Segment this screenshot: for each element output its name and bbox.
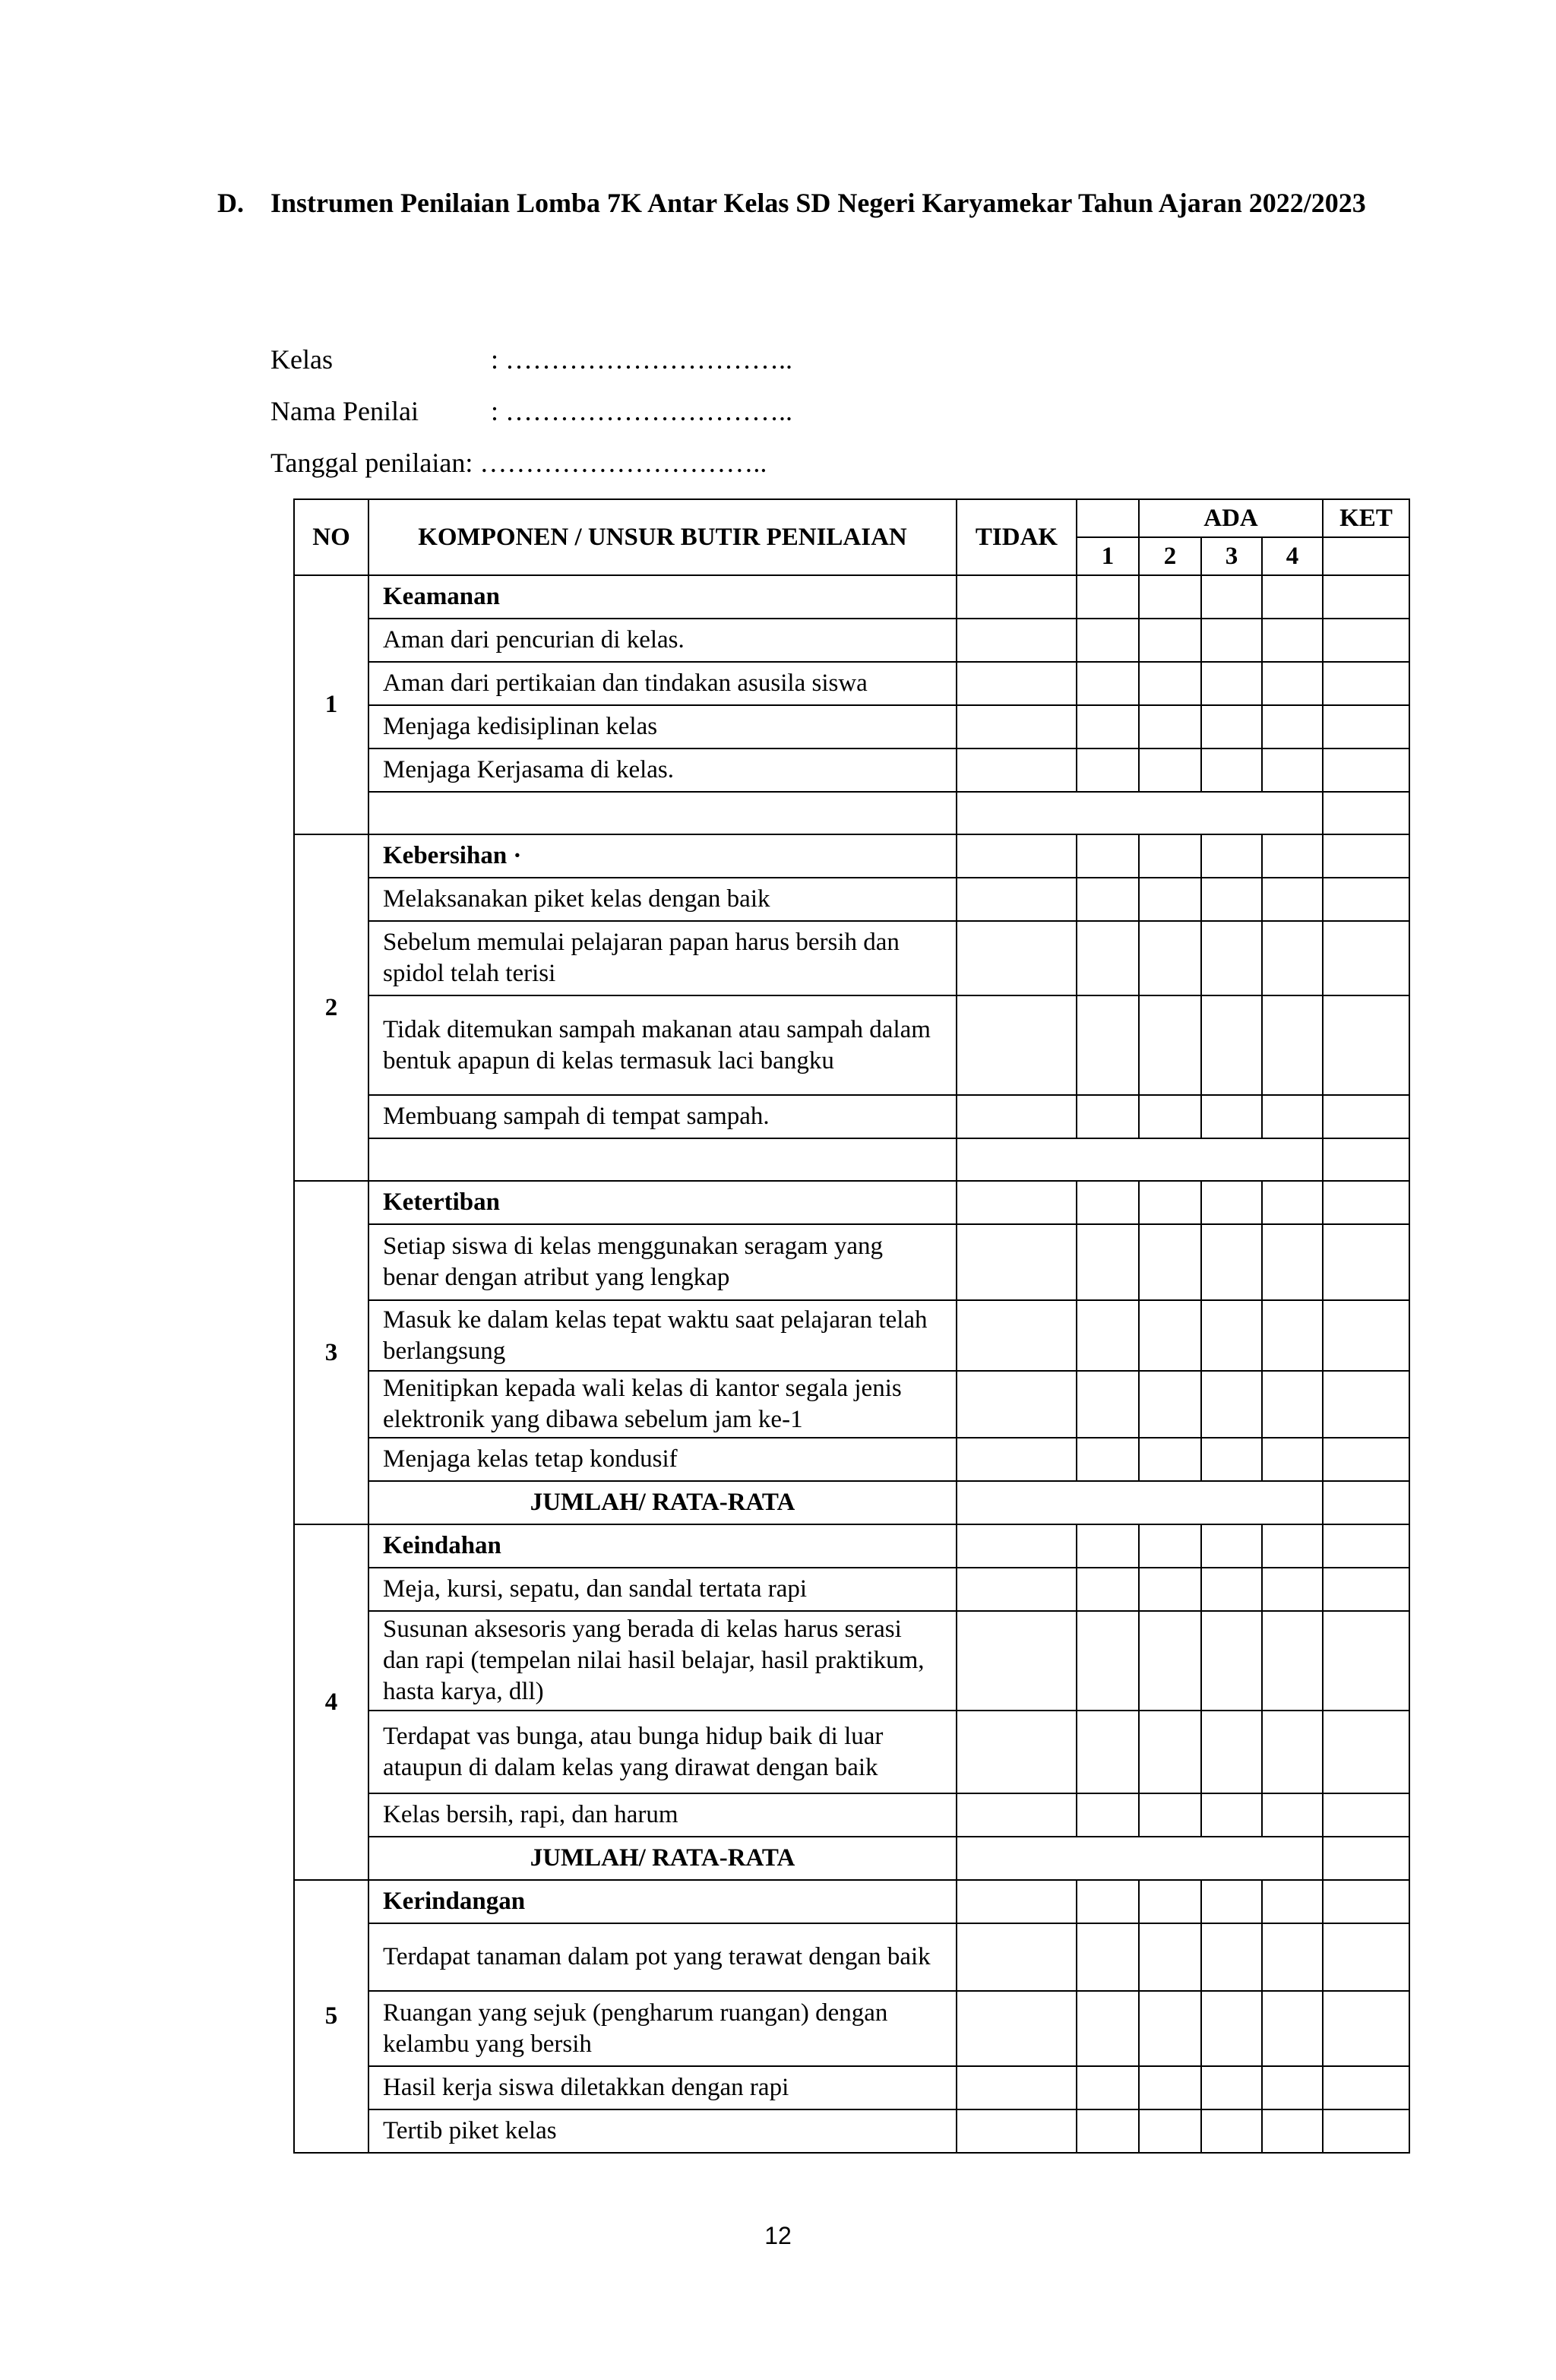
ket-cell	[1323, 748, 1409, 792]
score-2-cell	[1139, 1300, 1201, 1371]
score-3-cell	[1201, 1371, 1262, 1438]
score-4-cell	[1262, 1224, 1323, 1300]
tidak-cell	[957, 1991, 1077, 2066]
score-4-cell	[1262, 1991, 1323, 2066]
score-1-cell	[1077, 1300, 1139, 1371]
item-text: Membuang sampah di tempat sampah.	[368, 1095, 957, 1138]
item-row	[294, 1611, 1409, 1711]
ket-cell	[1323, 792, 1409, 834]
score-1-cell	[1077, 1991, 1139, 2066]
item-row	[294, 2109, 1409, 2153]
score-3-cell	[1201, 619, 1262, 662]
item-row	[294, 1300, 1409, 1371]
section-footer-row	[294, 1481, 1409, 1524]
section-row	[294, 1181, 1409, 1224]
header-row-1	[294, 499, 1409, 537]
tidak-cell	[957, 1568, 1077, 1611]
section-footer-value	[957, 1837, 1323, 1880]
section-row	[294, 575, 1409, 619]
score-4-cell	[1262, 1181, 1323, 1224]
ket-cell	[1323, 1711, 1409, 1793]
score-3-cell	[1201, 575, 1262, 619]
tidak-cell	[957, 1923, 1077, 1991]
score-4-cell	[1262, 1524, 1323, 1568]
score-3-cell	[1201, 1438, 1262, 1481]
tidak-cell	[957, 1371, 1077, 1438]
tidak-cell	[957, 619, 1077, 662]
score-3-cell	[1201, 1793, 1262, 1837]
field-tanggal-label: Tanggal penilaian:	[270, 448, 480, 478]
score-3-cell	[1201, 921, 1262, 995]
score-2-cell	[1139, 1568, 1201, 1611]
score-3-cell	[1201, 1611, 1262, 1711]
header-blank-cell	[1077, 499, 1139, 537]
section-row	[294, 834, 1409, 878]
ket-cell	[1323, 834, 1409, 878]
header-komponen: KOMPONEN / UNSUR BUTIR PENILAIAN	[368, 499, 957, 575]
score-1-cell	[1077, 1611, 1139, 1711]
score-2-cell	[1139, 748, 1201, 792]
score-3-cell	[1201, 995, 1262, 1095]
ket-cell	[1323, 2109, 1409, 2153]
score-2-cell	[1139, 834, 1201, 878]
form-fields	[270, 340, 793, 495]
item-row	[294, 1095, 1409, 1138]
section-footer-value	[957, 792, 1323, 834]
score-2-cell	[1139, 1524, 1201, 1568]
item-text: Hasil kerja siswa diletakkan dengan rapi	[368, 2066, 957, 2109]
score-4-cell	[1262, 662, 1323, 705]
score-3-cell	[1201, 662, 1262, 705]
tidak-cell	[957, 1224, 1077, 1300]
header-score-2: 2	[1139, 537, 1201, 575]
tidak-cell	[957, 575, 1077, 619]
tidak-cell	[957, 1880, 1077, 1923]
table-body	[294, 575, 1409, 2153]
tidak-cell	[957, 1181, 1077, 1224]
item-row	[294, 662, 1409, 705]
score-2-cell	[1139, 921, 1201, 995]
score-4-cell	[1262, 619, 1323, 662]
score-2-cell	[1139, 705, 1201, 748]
score-2-cell	[1139, 878, 1201, 921]
score-3-cell	[1201, 1711, 1262, 1793]
tidak-cell	[957, 705, 1077, 748]
score-3-cell	[1201, 2109, 1262, 2153]
score-3-cell	[1201, 1991, 1262, 2066]
item-row	[294, 748, 1409, 792]
score-3-cell	[1201, 1568, 1262, 1611]
score-2-cell	[1139, 1224, 1201, 1300]
field-kelas	[270, 340, 793, 392]
tidak-cell	[957, 1300, 1077, 1371]
item-row	[294, 1371, 1409, 1438]
field-kelas-label: Kelas	[270, 344, 333, 375]
score-2-cell	[1139, 1181, 1201, 1224]
section-title: Instrumen Penilaian Lomba 7K Antar Kelas SD Negeri Karyamekar Tahun Ajaran 2022/2023	[270, 188, 1366, 218]
field-kelas-value: : …………………………..	[491, 344, 793, 375]
tidak-cell	[957, 921, 1077, 995]
item-text: Terdapat tanaman dalam pot yang terawat dengan baik	[368, 1923, 957, 1991]
ket-cell	[1323, 619, 1409, 662]
score-4-cell	[1262, 1300, 1323, 1371]
item-row	[294, 1793, 1409, 1837]
item-row	[294, 705, 1409, 748]
score-1-cell	[1077, 1095, 1139, 1138]
section-title: Ketertiban	[368, 1181, 957, 1224]
item-row	[294, 2066, 1409, 2109]
score-1-cell	[1077, 662, 1139, 705]
ket-cell	[1323, 1568, 1409, 1611]
tidak-cell	[957, 748, 1077, 792]
ket-cell	[1323, 1481, 1409, 1524]
item-row	[294, 1568, 1409, 1611]
score-1-cell	[1077, 748, 1139, 792]
section-footer-label	[368, 792, 957, 834]
header-ada: ADA	[1139, 499, 1323, 537]
item-text: Masuk ke dalam kelas tepat waktu saat pelajaran telah berlangsung	[368, 1300, 957, 1371]
header-ket-blank	[1323, 537, 1409, 575]
section-footer-row	[294, 1138, 1409, 1181]
score-4-cell	[1262, 1371, 1323, 1438]
header-score-4: 4	[1262, 537, 1323, 575]
ket-cell	[1323, 1138, 1409, 1181]
tidak-cell	[957, 834, 1077, 878]
item-row	[294, 1923, 1409, 1991]
header-score-3: 3	[1201, 537, 1262, 575]
tidak-cell	[957, 878, 1077, 921]
score-3-cell	[1201, 1181, 1262, 1224]
header-ket: KET	[1323, 499, 1409, 537]
score-4-cell	[1262, 1611, 1323, 1711]
score-4-cell	[1262, 1923, 1323, 1991]
score-1-cell	[1077, 1880, 1139, 1923]
item-text: Aman dari pertikaian dan tindakan asusila siswa	[368, 662, 957, 705]
score-1-cell	[1077, 834, 1139, 878]
section-row	[294, 1524, 1409, 1568]
section-row	[294, 1880, 1409, 1923]
score-2-cell	[1139, 1793, 1201, 1837]
score-1-cell	[1077, 1711, 1139, 1793]
ket-cell	[1323, 1793, 1409, 1837]
score-3-cell	[1201, 1224, 1262, 1300]
section-number: 3	[294, 1181, 368, 1524]
ket-cell	[1323, 995, 1409, 1095]
score-1-cell	[1077, 575, 1139, 619]
ket-cell	[1323, 705, 1409, 748]
score-1-cell	[1077, 1524, 1139, 1568]
item-text: Menjaga kedisiplinan kelas	[368, 705, 957, 748]
ket-cell	[1323, 1837, 1409, 1880]
score-4-cell	[1262, 705, 1323, 748]
score-2-cell	[1139, 1095, 1201, 1138]
score-1-cell	[1077, 1438, 1139, 1481]
score-4-cell	[1262, 878, 1323, 921]
score-1-cell	[1077, 1568, 1139, 1611]
item-text: Kelas bersih, rapi, dan harum	[368, 1793, 957, 1837]
tidak-cell	[957, 1611, 1077, 1711]
tidak-cell	[957, 1524, 1077, 1568]
score-3-cell	[1201, 1524, 1262, 1568]
tidak-cell	[957, 1793, 1077, 1837]
ket-cell	[1323, 921, 1409, 995]
ket-cell	[1323, 1300, 1409, 1371]
item-text: Melaksanakan piket kelas dengan baik	[368, 878, 957, 921]
score-2-cell	[1139, 1880, 1201, 1923]
score-4-cell	[1262, 1793, 1323, 1837]
score-1-cell	[1077, 2066, 1139, 2109]
item-text: Sebelum memulai pelajaran papan harus bersih dan spidol telah terisi	[368, 921, 957, 995]
tidak-cell	[957, 995, 1077, 1095]
field-nama-penilai	[270, 392, 793, 444]
score-1-cell	[1077, 1371, 1139, 1438]
tidak-cell	[957, 1711, 1077, 1793]
section-title: Keamanan	[368, 575, 957, 619]
section-footer-label: JUMLAH/ RATA-RATA	[368, 1481, 957, 1524]
section-footer-row	[294, 792, 1409, 834]
score-1-cell	[1077, 1923, 1139, 1991]
ket-cell	[1323, 1611, 1409, 1711]
ket-cell	[1323, 2066, 1409, 2109]
score-4-cell	[1262, 921, 1323, 995]
score-2-cell	[1139, 662, 1201, 705]
field-tanggal-value: …………………………..	[479, 448, 767, 478]
page-number: 12	[764, 2222, 792, 2249]
score-3-cell	[1201, 1300, 1262, 1371]
item-row	[294, 1438, 1409, 1481]
field-nama-penilai-value: : …………………………..	[491, 396, 793, 426]
score-4-cell	[1262, 2109, 1323, 2153]
score-1-cell	[1077, 619, 1139, 662]
tidak-cell	[957, 1438, 1077, 1481]
score-1-cell	[1077, 1224, 1139, 1300]
ket-cell	[1323, 1524, 1409, 1568]
score-4-cell	[1262, 834, 1323, 878]
ket-cell	[1323, 878, 1409, 921]
score-3-cell	[1201, 878, 1262, 921]
score-3-cell	[1201, 1095, 1262, 1138]
field-nama-penilai-label: Nama Penilai	[270, 396, 419, 426]
score-3-cell	[1201, 1880, 1262, 1923]
score-4-cell	[1262, 1095, 1323, 1138]
item-row	[294, 1711, 1409, 1793]
section-footer-value	[957, 1481, 1323, 1524]
score-1-cell	[1077, 878, 1139, 921]
section-number: 5	[294, 1880, 368, 2153]
tidak-cell	[957, 662, 1077, 705]
ket-cell	[1323, 1991, 1409, 2066]
item-text: Terdapat vas bunga, atau bunga hidup baik di luar ataupun di dalam kelas yang dirawat dengan baik	[368, 1711, 957, 1793]
item-text: Menjaga Kerjasama di kelas.	[368, 748, 957, 792]
item-row	[294, 1991, 1409, 2066]
item-text: Meja, kursi, sepatu, dan sandal tertata rapi	[368, 1568, 957, 1611]
section-footer-value	[957, 1138, 1323, 1181]
section-title: Kerindangan	[368, 1880, 957, 1923]
item-row	[294, 619, 1409, 662]
score-2-cell	[1139, 1923, 1201, 1991]
score-2-cell	[1139, 1711, 1201, 1793]
item-text: Menjaga kelas tetap kondusif	[368, 1438, 957, 1481]
score-4-cell	[1262, 2066, 1323, 2109]
score-1-cell	[1077, 921, 1139, 995]
ket-cell	[1323, 1371, 1409, 1438]
section-footer-label	[368, 1138, 957, 1181]
header-score-1: 1	[1077, 537, 1139, 575]
ket-cell	[1323, 1224, 1409, 1300]
score-4-cell	[1262, 1711, 1323, 1793]
score-1-cell	[1077, 1181, 1139, 1224]
section-number: 1	[294, 575, 368, 834]
item-row	[294, 995, 1409, 1095]
score-1-cell	[1077, 1793, 1139, 1837]
tidak-cell	[957, 2109, 1077, 2153]
item-text: Susunan aksesoris yang berada di kelas harus serasi dan rapi (tempelan nilai hasil belajar, hasil praktikum, hasta karya, dll)	[368, 1611, 957, 1711]
score-3-cell	[1201, 705, 1262, 748]
item-text: Tertib piket kelas	[368, 2109, 957, 2153]
section-number: 2	[294, 834, 368, 1181]
ket-cell	[1323, 1095, 1409, 1138]
score-3-cell	[1201, 1923, 1262, 1991]
item-text: Tidak ditemukan sampah makanan atau sampah dalam bentuk apapun di kelas termasuk laci bangku	[368, 995, 957, 1095]
section-number: 4	[294, 1524, 368, 1880]
item-row	[294, 921, 1409, 995]
score-4-cell	[1262, 1438, 1323, 1481]
tidak-cell	[957, 2066, 1077, 2109]
score-1-cell	[1077, 995, 1139, 1095]
score-3-cell	[1201, 748, 1262, 792]
score-3-cell	[1201, 2066, 1262, 2109]
ket-cell	[1323, 662, 1409, 705]
score-3-cell	[1201, 834, 1262, 878]
score-2-cell	[1139, 575, 1201, 619]
item-text: Aman dari pencurian di kelas.	[368, 619, 957, 662]
score-2-cell	[1139, 1371, 1201, 1438]
score-1-cell	[1077, 2109, 1139, 2153]
score-1-cell	[1077, 705, 1139, 748]
item-row	[294, 1224, 1409, 1300]
ket-cell	[1323, 1923, 1409, 1991]
assessment-table	[293, 498, 1410, 2154]
score-4-cell	[1262, 995, 1323, 1095]
score-2-cell	[1139, 2066, 1201, 2109]
score-2-cell	[1139, 1991, 1201, 2066]
item-text: Setiap siswa di kelas menggunakan seragam yang benar dengan atribut yang lengkap	[368, 1224, 957, 1300]
section-footer-row	[294, 1837, 1409, 1880]
item-text: Ruangan yang sejuk (pengharum ruangan) dengan kelambu yang bersih	[368, 1991, 957, 2066]
header-no: NO	[294, 499, 368, 575]
score-4-cell	[1262, 748, 1323, 792]
section-title: Kebersihan ·	[368, 834, 957, 878]
score-2-cell	[1139, 995, 1201, 1095]
score-2-cell	[1139, 2109, 1201, 2153]
item-text: Menitipkan kepada wali kelas di kantor segala jenis elektronik yang dibawa sebelum jam ke-1	[368, 1371, 957, 1438]
item-row	[294, 878, 1409, 921]
header-tidak: TIDAK	[957, 499, 1077, 575]
tidak-cell	[957, 1095, 1077, 1138]
ket-cell	[1323, 1438, 1409, 1481]
score-4-cell	[1262, 575, 1323, 619]
field-tanggal	[270, 444, 767, 495]
section-letter: D.	[217, 188, 244, 218]
section-title: Keindahan	[368, 1524, 957, 1568]
section-footer-label: JUMLAH/ RATA-RATA	[368, 1837, 957, 1880]
ket-cell	[1323, 1181, 1409, 1224]
ket-cell	[1323, 575, 1409, 619]
score-4-cell	[1262, 1880, 1323, 1923]
score-2-cell	[1139, 1438, 1201, 1481]
score-2-cell	[1139, 619, 1201, 662]
score-4-cell	[1262, 1568, 1323, 1611]
score-2-cell	[1139, 1611, 1201, 1711]
ket-cell	[1323, 1880, 1409, 1923]
